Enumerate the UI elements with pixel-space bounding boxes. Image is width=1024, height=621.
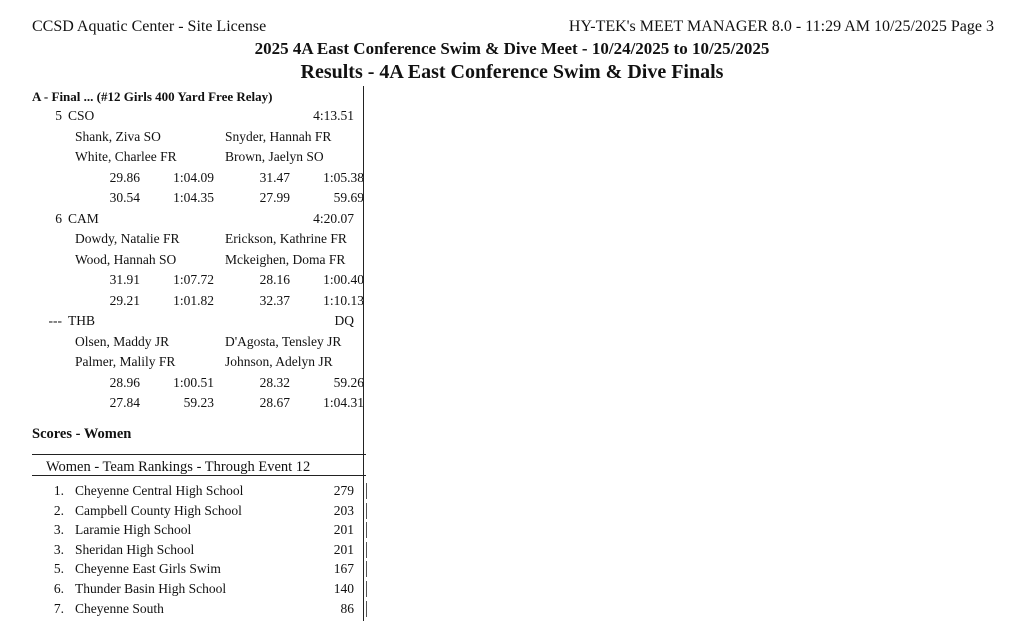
relay-split: 1:07.72 bbox=[173, 272, 214, 287]
ranking-points: 203 bbox=[333, 502, 354, 518]
relay-swimmer: D'Agosta, Tensley JR bbox=[225, 333, 342, 349]
ranking-points: 201 bbox=[333, 541, 354, 557]
relay-split: 1:05.38 bbox=[323, 169, 364, 185]
ranking-row-tick bbox=[366, 601, 367, 617]
ranking-place: 7. bbox=[53, 600, 64, 616]
relay-swimmer: Wood, Hannah SO bbox=[75, 251, 177, 267]
rankings-header: Women - Team Rankings - Through Event 12 bbox=[46, 459, 311, 475]
relay-place: --- bbox=[48, 313, 62, 328]
report-site-license: CCSD Aquatic Center - Site License bbox=[32, 18, 267, 35]
relay-place: 5 bbox=[55, 108, 62, 123]
relay-swimmer: Snyder, Hannah FR bbox=[225, 128, 332, 144]
relay-split: 1:00.40 bbox=[323, 272, 364, 287]
relay-split: 31.47 bbox=[259, 169, 290, 185]
relay-swimmer: Dowdy, Natalie FR bbox=[75, 231, 180, 246]
results-column bbox=[32, 86, 366, 621]
relay-split: 31.91 bbox=[109, 272, 140, 287]
ranking-team: Campbell County High School bbox=[75, 502, 242, 518]
rankings-top-rule bbox=[32, 454, 366, 455]
ranking-team: Thunder Basin High School bbox=[75, 581, 227, 596]
ranking-row-tick bbox=[366, 483, 367, 499]
ranking-row-tick bbox=[366, 522, 367, 538]
ranking-points: 279 bbox=[333, 483, 354, 498]
ranking-points: 201 bbox=[333, 522, 354, 538]
ranking-row-tick bbox=[366, 503, 367, 519]
relay-split: 28.96 bbox=[109, 374, 140, 390]
ranking-place: 3. bbox=[53, 541, 64, 557]
relay-swimmer: Johnson, Adelyn JR bbox=[225, 354, 333, 369]
ranking-points: 86 bbox=[340, 600, 354, 616]
relay-split: 29.21 bbox=[109, 292, 140, 308]
ranking-place: 3. bbox=[53, 522, 64, 538]
relay-swimmer: Erickson, Kathrine FR bbox=[225, 231, 347, 246]
ranking-place: 5. bbox=[53, 561, 64, 577]
relay-split: 1:04.31 bbox=[323, 395, 364, 410]
relay-split: 29.86 bbox=[109, 169, 140, 185]
event-heading: A - Final ... (#12 Girls 400 Yard Free Relay) bbox=[32, 89, 273, 104]
relay-swimmer: Shank, Ziva SO bbox=[75, 128, 161, 144]
relay-swimmer: White, Charlee FR bbox=[75, 149, 177, 164]
relay-split: 1:10.13 bbox=[323, 292, 364, 308]
relay-split: 27.84 bbox=[109, 395, 140, 410]
relay-split: 28.67 bbox=[259, 395, 290, 410]
rankings-header-rule bbox=[32, 475, 366, 476]
ranking-team: Cheyenne East Girls Swim bbox=[75, 561, 221, 577]
relay-split: 1:00.51 bbox=[173, 374, 214, 390]
ranking-place: 6. bbox=[53, 581, 64, 596]
ranking-row-tick bbox=[366, 561, 367, 577]
relay-team-code: CSO bbox=[68, 108, 95, 123]
relay-split: 59.26 bbox=[333, 374, 364, 390]
relay-split: 28.32 bbox=[259, 374, 290, 390]
ranking-row-tick bbox=[366, 542, 367, 558]
relay-swimmer: Brown, Jaelyn SO bbox=[225, 149, 324, 164]
relay-split: 28.16 bbox=[259, 272, 290, 287]
relay-final-time: DQ bbox=[334, 313, 354, 328]
relay-place: 6 bbox=[55, 210, 62, 226]
scores-title: Scores - Women bbox=[32, 426, 132, 442]
ranking-points: 167 bbox=[333, 561, 354, 577]
relay-split: 1:04.35 bbox=[173, 190, 214, 205]
ranking-team: Sheridan High School bbox=[75, 541, 195, 557]
relay-split: 27.99 bbox=[259, 190, 290, 205]
results-title: Results - 4A East Conference Swim & Dive Finals bbox=[300, 61, 724, 83]
relay-split: 1:01.82 bbox=[173, 292, 214, 308]
relay-swimmer: Mckeighen, Doma FR bbox=[225, 251, 346, 267]
ranking-row-tick bbox=[366, 581, 367, 597]
relay-final-time: 4:13.51 bbox=[313, 108, 354, 123]
ranking-points: 140 bbox=[333, 581, 354, 596]
report-software-timestamp: HY-TEK's MEET MANAGER 8.0 - 11:29 AM 10/25/2025 Page 3 bbox=[568, 18, 994, 35]
ranking-team: Laramie High School bbox=[75, 522, 192, 538]
relay-team-code: CAM bbox=[68, 210, 99, 226]
relay-final-time: 4:20.07 bbox=[313, 210, 354, 226]
ranking-team: Cheyenne Central High School bbox=[75, 483, 244, 498]
relay-split: 32.37 bbox=[259, 292, 290, 308]
ranking-team: Cheyenne South bbox=[75, 600, 164, 616]
ranking-place: 1. bbox=[53, 483, 64, 498]
relay-split: 1:04.09 bbox=[173, 169, 214, 185]
relay-split: 59.23 bbox=[183, 395, 214, 410]
meet-title: 2025 4A East Conference Swim & Dive Meet - 10/24/2025 to 10/25/2025 bbox=[254, 39, 770, 58]
relay-team-code: THB bbox=[68, 313, 95, 328]
relay-swimmer: Olsen, Maddy JR bbox=[75, 333, 170, 349]
relay-split: 59.69 bbox=[333, 190, 364, 205]
relay-swimmer: Palmer, Malily FR bbox=[75, 354, 176, 369]
ranking-place: 2. bbox=[53, 502, 64, 518]
relay-split: 30.54 bbox=[109, 190, 140, 205]
